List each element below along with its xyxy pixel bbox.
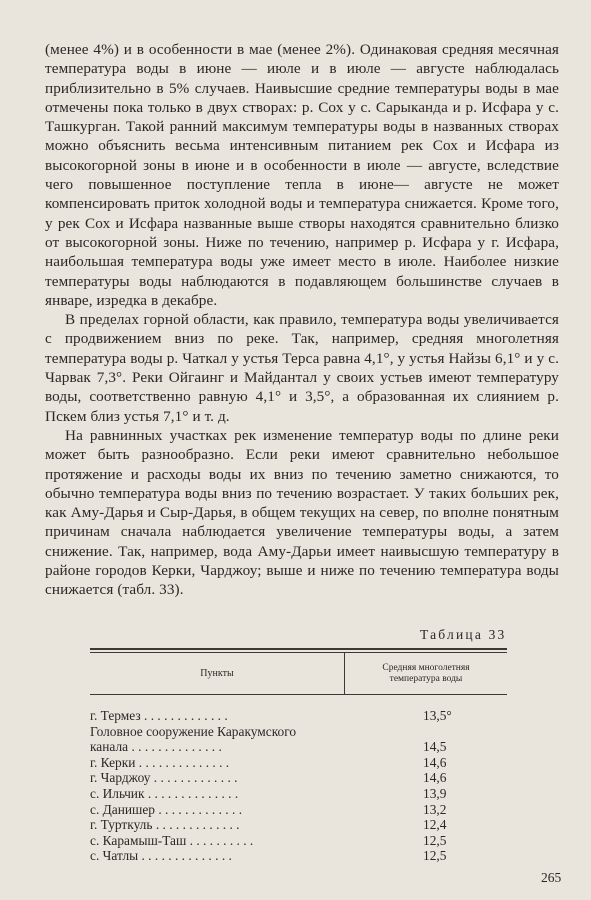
row-temperature: 14,6 <box>423 770 447 786</box>
table-row <box>90 817 507 833</box>
row-temperature: 14,6 <box>423 754 447 770</box>
row-point: Головное сооружение Каракумского <box>90 723 297 739</box>
row-point: с. Ильчик . . . . . . . . . . . . . . <box>90 785 239 801</box>
header-bottom-rule <box>90 694 507 695</box>
row-point: с. Данишер . . . . . . . . . . . . . <box>90 801 243 817</box>
row-temperature: 14,5 <box>423 739 447 755</box>
column-header-temperature-line2: температура воды <box>389 674 463 684</box>
table-row <box>90 739 507 755</box>
table-row <box>90 755 507 771</box>
table-row <box>90 708 507 724</box>
table-caption: Таблица 33 <box>420 627 507 642</box>
paragraph-2: В пределах горной области, как правило, температура воды увеличивается с продвижением вниз по реке. Так, например, средняя многолетняя температура воды р. Чаткал у устья Терса равна 4,1°, у устья Найзы 6,1° и у с. Чарвак 7,3°. Реки Ойгаинг и Майдантал у своих устьев имеют температуру воды, соответственно равную 4,1° и 3,5°, а образованная их слиянием р. Пскем близ устья 7,1° и т. д. <box>45 311 559 425</box>
row-point: г. Чарджоу . . . . . . . . . . . . . <box>90 770 238 786</box>
paragraph-1: (менее 4%) и в особенности в мае (менее 2%). Одинаковая средняя месячная температура воды в июне — июле и в июле — августе наблюдалась приблизительно в 5% случаев. Наивысшие средние температуры воды в мае отмечены пока только в двух створах: р. Сох у с. Сарыканда и р. Исфара у с. Ташкурган. Такой ранний максимум температуры воды в названных створах можно объяснить весьма интенсивным питанием рек Сох и Исфара из высокогорной зоны в июне и в особенности в июле — августе, вследствие чего повышенное поступление тепла в июне— августе не может компенсировать приток холодной воды и температура снижается. Кроме того, у рек Сох и Исфара названные выше створы находятся сравнительно близко от высокогорной зоны. Ниже по течению, например р. Исфара у г. Исфара, наибольшая температура воды уже имеет место в июле. Наиболее низкие температуры воды наблюдаются в подавляющем большинстве случаев в январе, изредка в декабре. <box>45 41 559 309</box>
temperature-table <box>90 708 507 864</box>
table-row <box>90 848 507 864</box>
column-header-points: Пункты <box>200 668 234 679</box>
table-row <box>90 724 507 740</box>
table-top-rule-inner <box>90 652 507 653</box>
row-temperature: 12,5 <box>423 848 447 864</box>
row-point: г. Термез . . . . . . . . . . . . . <box>90 708 228 723</box>
row-temperature: 13,2 <box>423 801 447 817</box>
row-point: с. Чатлы . . . . . . . . . . . . . . <box>90 848 232 864</box>
paragraph-3: На равнинных участках рек изменение температур воды по длине реки может быть разнообразно. Если реки имеют сравнительно небольшое протяжение и расходы воды их вниз по течению заметно снижаются, то обычно температура воды вниз по течению возрастает. У таких больших рек, как Аму-Дарья и Сыр-Дарья, в общем текущих на север, по вполне понятным причинам сначала наблюдается увеличение температуры воды, а затем снижение. Так, например, вода Аму-Дарьи имеет наивысшую температуру в районе городов Керки, Чарджоу; выше и ниже по течению температура воды снижается (табл. 33). <box>45 426 559 599</box>
row-temperature: 12,5 <box>423 832 447 848</box>
table-row <box>90 786 507 802</box>
table-top-rule <box>90 648 507 650</box>
row-point: г. Керки . . . . . . . . . . . . . . <box>90 754 230 770</box>
row-point: канала . . . . . . . . . . . . . . <box>90 739 222 755</box>
table-row <box>90 802 507 818</box>
row-temperature: 12,4 <box>423 817 447 833</box>
column-header-temperature-line1: Средняя многолетняя <box>382 663 470 673</box>
page-number: 265 <box>541 870 562 885</box>
row-temperature: 13,9 <box>423 785 447 801</box>
row-point: г. Турткуль . . . . . . . . . . . . . <box>90 817 240 833</box>
body-text <box>45 40 559 600</box>
table-row <box>90 770 507 786</box>
row-point: с. Карамыш-Таш . . . . . . . . . . <box>90 832 254 848</box>
table-row <box>90 833 507 849</box>
column-header-temperature <box>345 663 507 685</box>
row-temperature: 13,5° <box>423 708 452 723</box>
